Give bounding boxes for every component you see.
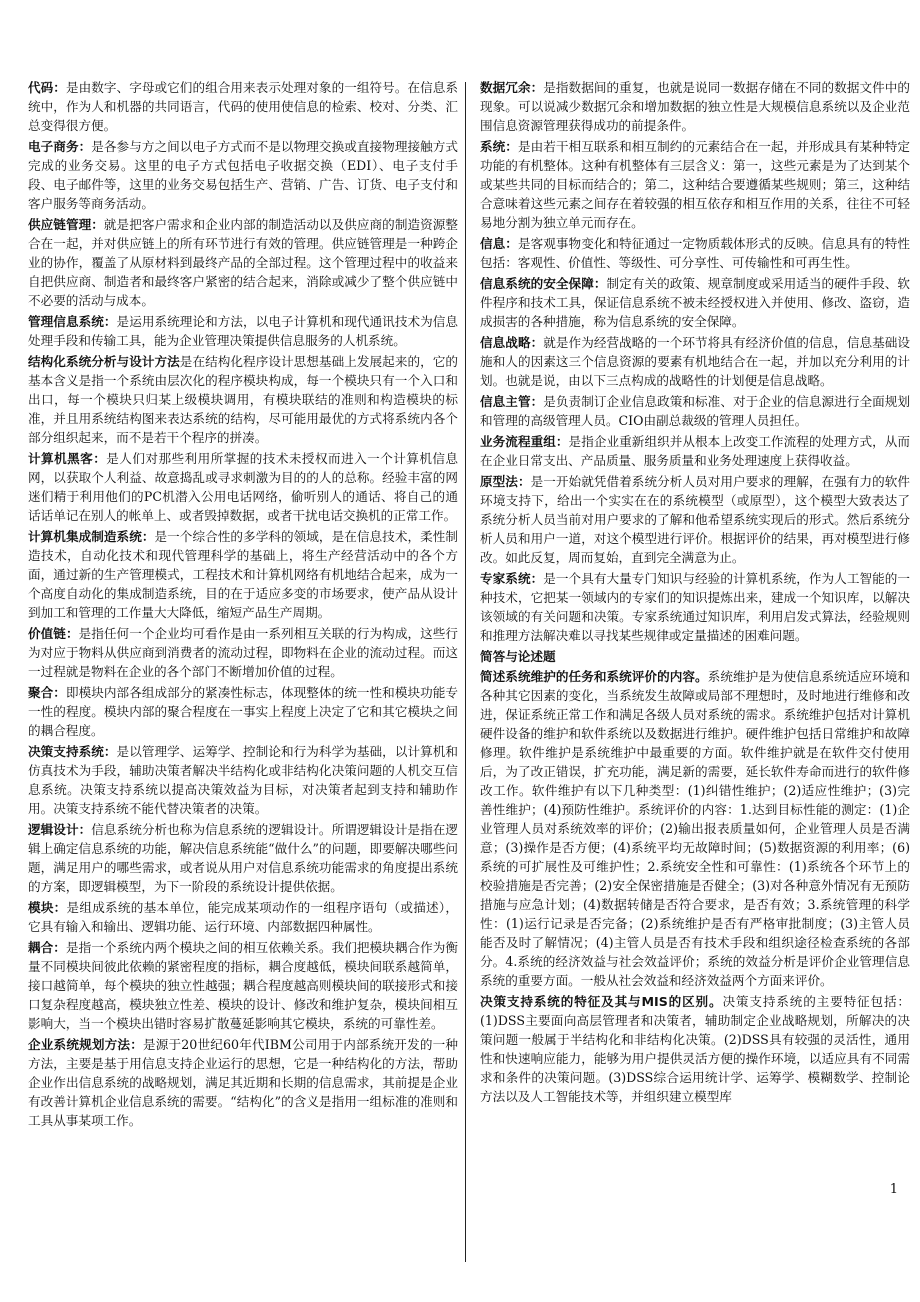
- glossary-entry: [28, 938, 458, 1033]
- entry-definition: 是运用系统理论和方法，以电子计算机和现代通讯技术为信息处理手段和传输工具，能为企业管理决策提供信息服务的人机系统。: [28, 314, 459, 348]
- glossary-entry: [28, 137, 458, 213]
- glossary-entry: [480, 234, 910, 272]
- right-column: [480, 78, 910, 1108]
- entry-definition: 信息系统分析也称为信息系统的逻辑设计。所谓逻辑设计是指在逻辑上确定信息系统的功能，解决信息系统能“做什么”的问题，即要解决哪些问题，满足用户的哪些需求，或者说从用户对信息系统功能需求的角度提出系统的方案，即逻辑模型，为下一阶段的系统设计提供依据。: [28, 822, 459, 894]
- entry-term: 计算机黑客：: [28, 451, 107, 466]
- entry-definition: 是由若干相互联系和相互制约的元素结合在一起，并形成具有某种特定功能的有机整体。这种有机整体有三层含义：第一，这些元素是为了达到某个或某些共同的目标而结合的；第二，这种结合要遵循某些规则；第三，这种结合意味着这些元素之间存在着较强的相互依存和相互作用的关系，往往不可轻易地分割为独立单元而存在。: [480, 139, 911, 230]
- entry-definition: 是指数据间的重复，也就是说同一数据存储在不同的数据文件中的现象。可以说减少数据冗余和增加数据的独立性是大规模信息系统以及企业范围信息资源管理获得成功的前提条件。: [480, 80, 911, 133]
- entry-definition: 是一个具有大量专门知识与经验的计算机系统，作为人工智能的一种技术，它把某一领域内的专家们的知识提炼出来，建成一个知识库，以解决该领域的有关问题和决策。专家系统通过知识库，利用启发式算法，经验规则和推理方法解决难以寻找某些规律或定量描述的困难问题。: [480, 571, 911, 643]
- glossary-entry: [28, 527, 458, 622]
- glossary-entry: [28, 742, 458, 818]
- entry-term: 代码：: [28, 80, 66, 95]
- entry-definition: 是在结构化程序设计思想基础上发展起来的，它的基本含义是指一个系统由层次化的程序模块构成，每一个模块只有一个入口和出口，每一个模块只归某上级模块调用，有模块联结的准则和构造模块的标准，并且用系统结构图来表达系统的结构，尽可能用最优的方式将系统内各个部分组织起来，而不是若干个程序的拼凑。: [28, 354, 459, 445]
- glossary-entry: [480, 333, 910, 390]
- entry-definition: 是指一个系统内两个模块之间的相互依赖关系。我们把模块耦合作为衡量不同模块间彼此依赖的紧密程度的指标，耦合度越低，模块间联系越简单，接口越简单，每个模块的独立性越强；耦合程度越高则模块间的联接形式和接口复杂程度越高，模块独立性差、模块的设计、修改和维护复杂，模块间相互影响大，当一个模块出错时容易扩散蔓延影响其它模块，系统的可靠性差。: [28, 940, 459, 1031]
- entry-definition: 即模块内部各组成部分的紧凑性标志，体现整体的统一性和模块功能专一性的程度。模块内部的聚合程度在一事实上程度上决定了它和其它模块之间的耦合程度。: [28, 685, 459, 738]
- entry-term: 决策支持系统的特征及其与MIS的区别。: [480, 994, 723, 1009]
- entry-term: 原型法：: [480, 474, 531, 489]
- entry-term: 信息主管：: [480, 394, 544, 409]
- entry-term: 结构化系统分析与设计方法: [28, 354, 180, 369]
- entry-definition: 是一个综合性的多学科的领域，是在信息技术，柔性制造技术，自动化技术和现代管理科学的基础上，将生产经营活动中的各个方面，通过新的生产管理模式，工程技术和计算机网络有机地结合起来，成为一个高度自动化的集成制造系统，目的在于适应多变的市场要求，使产品从设计到加工和管理的工作量大大降低，缩短产品生产周期。: [28, 529, 459, 620]
- glossary-entry: [480, 569, 910, 645]
- entry-term: 数据冗余：: [480, 80, 544, 95]
- glossary-entry: [480, 392, 910, 430]
- entry-term: 业务流程重组：: [480, 434, 569, 449]
- entry-definition: 是指任何一个企业均可看作是由一系列相互关联的行为构成，这些行为对应于物料从供应商到消费者的流动过程，即物料在企业的流动过程。而这一过程就是物料在企业的各个部门不断增加价值的过程。: [28, 626, 459, 679]
- entry-term: 信息系统的安全保障：: [480, 276, 607, 291]
- section-title: 简答与论述题: [480, 649, 556, 664]
- entry-term: 管理信息系统：: [28, 314, 117, 329]
- glossary-entry: [480, 137, 910, 232]
- entry-definition: 系统维护是为使信息系统适应环境和各种其它因素的变化，当系统发生故障或局部不理想时，及时地进行维修和改进，保证系统正常工作和满足各级人员对系统的需求。系统维护包括对计算机硬件设备的维护和软件系统以及数据进行维护。硬件维护包括日常维护和故障修理。软件维护是系统维护中最重要的方面。软件维护就是在软件交付使用后，为了改正错误，扩充功能，满足新的需要，延长软件寿命而进行的软件修改工作。软件维护有以下几种类型：(1)纠错性维护；(2)适应性维护；(3)完善性维护；(4)预防性维护。系统评价的内容：1.达到目标性能的测定：(1)企业管理人员对系统效率的评价；(2)输出报表质量如何，企业管理人员是否满意；(3)操作是否方便；(4)系统平均无故障时间；(5)数据资源的利用率；(6)系统的可扩展性及可维护性；2.系统安全性和可靠性：(1)系统各个环节上的校验措施是否完善；(2)安全保密措施是否健全；(3)对各种意外情况有无预防措施与应急计划；(4)数据转储是否符合要求，是否有效；3.系统管理的科学性：(1)运行记录是否完备；(2)系统维护是否有严格审批制度；(3)主管人员能否及时了解情况；(4)主管人员是否有技术手段和组织途径检查系统的各部分。4.系统的经济效益与社会效益评价；系统的效益分析是评价企业管理信息系统的重要方面。一般从社会效益和经济效益两个方面来评价。: [480, 669, 911, 988]
- glossary-entry: [28, 352, 458, 447]
- entry-term: 聚合：: [28, 685, 66, 700]
- entry-definition: 是客观事物变化和特征通过一定物质载体形式的反映。信息具有的特性包括：客观性、价值性、等级性、可分享性、可传输性和可再生性。: [480, 236, 911, 270]
- entry-term: 企业系统规划方法：: [28, 1037, 143, 1052]
- page-number: 1: [889, 1182, 898, 1197]
- entry-term: 电子商务：: [28, 139, 92, 154]
- entry-definition: 就是作为经营战略的一个环节将具有经济价值的信息，信息基础设施和人的因素这三个信息资源的要素有机地结合在一起，并加以充分利用的计划。也就是说，由以下三点构成的战略性的计划便是信息战略。: [480, 335, 911, 388]
- glossary-entry: [480, 992, 910, 1106]
- entry-definition: 是源于20世纪60年代IBM公司用于内部系统开发的一种方法，主要是基于用信息支持企业运行的思想，它是一种结构化的方法，帮助企业作出信息系统的战略规划，满足其近期和长期的信息需求，其前提是企业有改善计算机企业信息系统的需要。“结构化”的含义是指用一组标准的准则和工具从事某项工作。: [28, 1037, 458, 1128]
- glossary-entry: [480, 78, 910, 135]
- entry-definition: 是各参与方之间以电子方式而不是以物理交换或直接物理接触方式完成的业务交易。这里的电子方式包括电子收据交换（EDI）、电子支付手段、电子邮件等，这里的业务交易包括生产、营销、广告、订货、电子支付和客户服务等商务活动。: [28, 139, 459, 211]
- glossary-entry: [480, 472, 910, 567]
- column-divider: [465, 82, 466, 1262]
- entry-definition: 是由数字、字母或它们的组合用来表示处理对象的一组符号。在信息系统中，作为人和机器的共同语言，代码的使用使信息的检索、校对、分类、汇总变得很方便。: [28, 80, 459, 133]
- glossary-entry: [28, 312, 458, 350]
- glossary-entry: [480, 432, 910, 470]
- entry-definition: 是负责制订企业信息政策和标准、对于企业的信息源进行全面规划和管理的高级管理人员。CIO由副总裁级的管理人员担任。: [480, 394, 911, 428]
- entry-definition: 是一开始就凭借着系统分析人员对用户要求的理解，在强有力的软件环境支持下，给出一个实实在在的系统模型（或原型），这个模型大致表达了系统分析人员当前对用户要求的了解和他希望系统实现后的形式。然后系统分析人员和用户一道，对这个模型进行评价。根据评价的结果，再对模型进行修改。如此反复，周而复始，直到完全满意为止。: [480, 474, 911, 565]
- glossary-entry: [28, 683, 458, 740]
- left-column: [28, 78, 458, 1132]
- entry-term: 供应链管理：: [28, 217, 104, 232]
- entry-definition: 是以管理学、运筹学、控制论和行为科学为基础，以计算机和仿真技术为手段，辅助决策者解决半结构化或非结构化决策问题的人机交互信息系统。决策支持系统以提高决策效益为目标，对决策者起到支持和辅助作用。决策支持系统不能代替决策者的决策。: [28, 744, 459, 816]
- glossary-entry: [28, 215, 458, 310]
- entry-term: 价值链：: [28, 626, 79, 641]
- entry-term: 系统：: [480, 139, 518, 154]
- glossary-entry: [28, 898, 458, 936]
- entry-definition: 制定有关的政策、规章制度或采用适当的硬件手段、软件程序和技术工具，保证信息系统不被未经授权进入并使用、修改、盗窃，造成损害的各种措施，称为信息系统的安全保障。: [480, 276, 911, 329]
- entry-term: 简述系统维护的任务和系统评价的内容。: [480, 669, 708, 684]
- entry-term: 信息：: [480, 236, 518, 251]
- entry-term: 逻辑设计：: [28, 822, 92, 837]
- entry-definition: 决策支持系统的主要特征包括：(1)DSS主要面向高层管理者和决策者，辅助制定企业战略规划，所解决的决策问题一般属于半结构化和非结构化决策。(2)DSS具有较强的灵活性，通用性和快速响应能力，能够为用户提供灵活方便的操作环境，以适应具有不同需求和条件的决策问题。(3)DSS综合运用统计学、运筹学、模糊数学、控制论方法以及人工智能技术等，并组织建立模型库: [480, 994, 911, 1104]
- entry-definition: 是组成系统的基本单位，能完成某项动作的一组程序语句（或描述），它具有输入和输出、逻辑功能、运行环境、内部数据四种属性。: [28, 900, 459, 934]
- entry-definition: 是指企业重新组织并从根本上改变工作流程的处理方式，从而在企业日常支出、产品质量、服务质量和业务处理速度上获得收益。: [480, 434, 911, 468]
- glossary-entry: [480, 274, 910, 331]
- entry-term: 专家系统：: [480, 571, 544, 586]
- glossary-entry: [28, 820, 458, 896]
- entry-definition: 就是把客户需求和企业内部的制造活动以及供应商的制造资源整合在一起，并对供应链上的所有环节进行有效的管理。供应链管理是一种跨企业的协作，覆盖了从原材料到最终产品的全部过程。这个管理过程中的收益来自把供应商、制造者和最终客户紧密的结合起来，消除或减少了整个供应链中不必要的活动与成本。: [28, 217, 459, 308]
- entry-term: 信息战略：: [480, 335, 544, 350]
- entry-definition: 是人们对那些利用所掌握的技术未授权而进入一个计算机信息网，以获取个人利益、故意捣乱或寻求刺激为目的的人的总称。经验丰富的网迷们精于利用他们的PC机潜入公用电话网络，偷听别人的通话、将自己的通话话单记在别人的帐单上、或者毁掉数据，或者干扰电话交换机的正常工作。: [28, 451, 459, 523]
- glossary-entry: [28, 449, 458, 525]
- glossary-entry: [28, 78, 458, 135]
- entry-term: 计算机集成制造系统：: [28, 529, 155, 544]
- entry-term: 模块：: [28, 900, 67, 915]
- glossary-entry: [28, 624, 458, 681]
- entry-term: 耦合：: [28, 940, 66, 955]
- entry-term: 决策支持系统：: [28, 744, 117, 759]
- glossary-entry: [28, 1035, 458, 1130]
- glossary-entry: [480, 667, 910, 990]
